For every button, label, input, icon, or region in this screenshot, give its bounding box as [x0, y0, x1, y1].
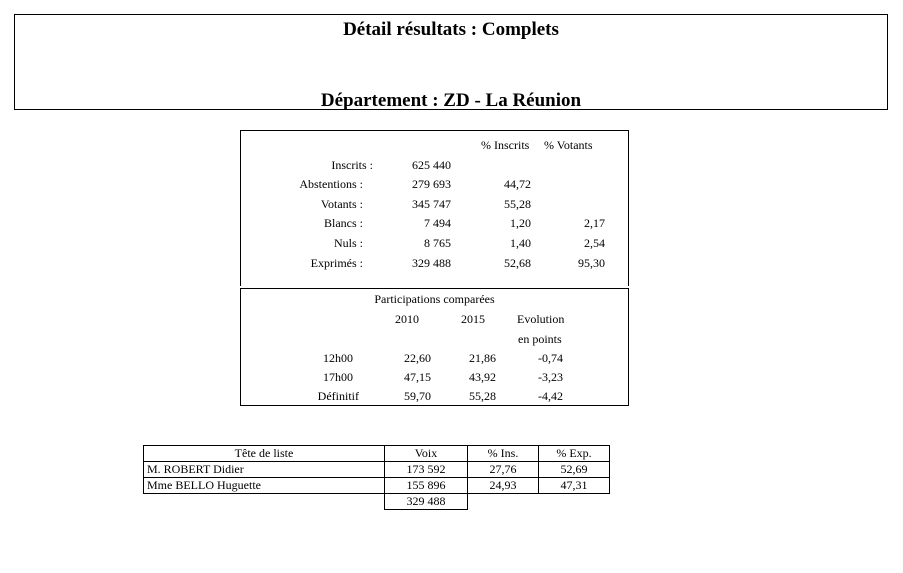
candidate-name: M. ROBERT Didier	[144, 462, 385, 478]
summary-pct-vot-blancs: 2,17	[584, 216, 605, 230]
summary-value-blancs: 7 494	[424, 216, 451, 230]
participation-evol-17h00: -3,23	[538, 370, 563, 384]
col-header-pct-inscrits: % Inscrits	[481, 138, 530, 152]
summary-value-inscrits: 625 440	[412, 158, 451, 172]
header-box	[14, 14, 888, 110]
summary-pct-vot-exprimes: 95,30	[578, 256, 605, 270]
total-spacer	[144, 494, 385, 510]
summary-pct-ins-blancs: 1,20	[510, 216, 531, 230]
participation-2015-17h00: 43,92	[469, 370, 496, 384]
header-pct-ins: % Ins.	[468, 446, 539, 462]
participation-label-definitif: Définitif	[317, 389, 359, 403]
participation-col-evolution: Evolution	[517, 312, 565, 326]
participation-box	[240, 288, 629, 406]
participation-2010-12h00: 22,60	[404, 351, 431, 365]
total-votes: 329 488	[385, 494, 468, 510]
summary-label-abstentions: Abstentions :	[299, 177, 363, 191]
candidates-header-row	[144, 446, 610, 462]
candidates-table	[143, 445, 610, 510]
candidate-pct-exp: 47,31	[539, 478, 610, 494]
summary-label-votants: Votants :	[320, 197, 363, 211]
summary-label-blancs: Blancs :	[324, 216, 363, 230]
summary-label-nuls: Nuls :	[333, 236, 363, 250]
candidate-pct-ins: 24,93	[468, 478, 539, 494]
participation-2010-definitif: 59,70	[404, 389, 431, 403]
participation-col-2010: 2010	[395, 312, 419, 326]
total-spacer	[539, 494, 610, 510]
participation-evol-definitif: -4,42	[538, 389, 563, 403]
summary-value-votants: 345 747	[412, 197, 451, 211]
candidate-votes: 173 592	[385, 462, 468, 478]
col-header-pct-votants: % Votants	[544, 138, 593, 152]
candidate-pct-exp: 52,69	[539, 462, 610, 478]
participation-col-en-points: en points	[518, 332, 562, 346]
table-row	[144, 478, 610, 494]
candidates-total-row	[144, 494, 610, 510]
summary-label-inscrits: Inscrits :	[331, 158, 373, 172]
participation-2010-17h00: 47,15	[404, 370, 431, 384]
summary-value-nuls: 8 765	[424, 236, 451, 250]
participation-2015-12h00: 21,86	[469, 351, 496, 365]
summary-pct-vot-nuls: 2,54	[584, 236, 605, 250]
candidate-pct-ins: 27,76	[468, 462, 539, 478]
page-title: Détail résultats : Complets	[343, 19, 559, 40]
participation-title: Participations comparées	[374, 292, 495, 306]
table-row	[144, 462, 610, 478]
department-title: Département : ZD - La Réunion	[320, 90, 582, 111]
participation-col-2015: 2015	[461, 312, 485, 326]
summary-pct-ins-nuls: 1,40	[510, 236, 531, 250]
summary-label-exprimes: Exprimés :	[310, 256, 363, 270]
total-spacer	[468, 494, 539, 510]
summary-pct-ins-abstentions: 44,72	[504, 177, 531, 191]
participation-2015-definitif: 55,28	[469, 389, 496, 403]
summary-value-abstentions: 279 693	[412, 177, 451, 191]
participation-label-12h00: 12h00	[323, 351, 353, 365]
summary-pct-ins-votants: 55,28	[504, 197, 531, 211]
header-tete-de-liste: Tête de liste	[144, 446, 385, 462]
participation-evol-12h00: -0,74	[538, 351, 563, 365]
candidate-name: Mme BELLO Huguette	[144, 478, 385, 494]
header-voix: Voix	[385, 446, 468, 462]
summary-value-exprimes: 329 488	[412, 256, 451, 270]
summary-pct-ins-exprimes: 52,68	[504, 256, 531, 270]
summary-box	[240, 130, 629, 286]
candidate-votes: 155 896	[385, 478, 468, 494]
header-pct-exp: % Exp.	[539, 446, 610, 462]
participation-label-17h00: 17h00	[323, 370, 353, 384]
